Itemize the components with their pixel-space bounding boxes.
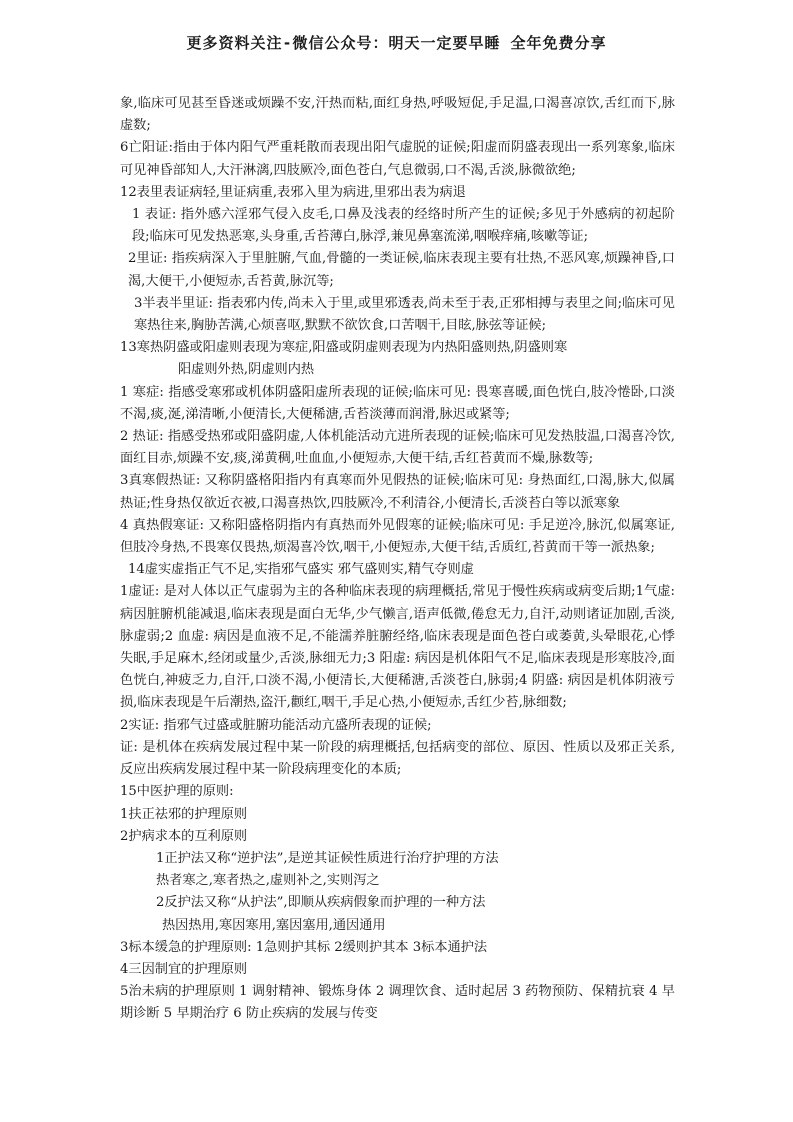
sub-item-fan-hu-fa-detail: 热因热用,寒因寒用,塞因塞用,通因通用	[162, 917, 386, 933]
paragraph-shi-zheng: 2实证: 指邪气过盛或脏腑功能活动亢盛所表现的证候;	[120, 717, 432, 733]
sub-item-fan-hu-fa: 2反护法又称“从护法”,即顺从疾病假象而护理的一种方法	[156, 895, 486, 911]
sub-item-zheng-hu-fa-detail: 热者寒之,寒者热之,虚则补之,实则泻之	[156, 873, 380, 889]
document-body	[120, 93, 675, 1026]
paragraph-zhen-han-jia-re: 3真寒假热证: 又称阴盛格阳指内有真寒而外见假热的证候;临床可见: 身热面红,口渴,脉大,似属热证;性身热仅欲近衣被,口渴喜热饮,四肢厥冷,不利清谷,小便清长,舌淡苔白等以派寒象	[120, 473, 675, 511]
list-item-hu-bing-qiu-ben: 2护病求本的互利原则	[120, 828, 248, 844]
list-item-biao-ben-huan-ji: 3标本缓急的护理原则: 1急则护其标 2缓则护其本 3标本通护法	[120, 939, 488, 955]
paragraph-re-zheng: 2 热证: 指感受热邪或阳盛阴虚,人体机能活动亢进所表现的证候;临床可见发热肢温,口渴喜冷饮,面红目赤,烦躁不安,痰,涕黄稠,吐血血,小便短赤,大便干结,舌红苔黄而不燥,脉数等;	[120, 429, 675, 467]
paragraph-wang-yang: 6亡阳证:指由于体内阳气严重耗散而表现出阳气虚脱的证候;阳虚而阴盛表现出一系列寒象,临床可见神昏部知人,大汗淋漓,四肢厥冷,面色苍白,气息微弱,口不渴,舌淡,脉微欲绝;	[120, 140, 675, 178]
heading-han-re-continued: 阳虚则外热,阴虚则内热	[178, 362, 315, 378]
paragraph-han-zheng: 1 寒症: 指感受寒邪或机体阴盛阳虚所表现的证候;临床可见: 畏寒喜暖,面色恍白,肢冷惓卧,口淡不渴,痰,涎,涕清晰,小便清长,大便稀溏,舌苔淡薄而润滑,脉迟或紧等;	[120, 384, 675, 422]
paragraph-yang-sheng-continued: 象,临床可见甚至昏迷或烦躁不安,汗热而粘,面红身热,呼吸短促,手足温,口渴喜凉饮,舌红而下,脉虚数;	[120, 96, 675, 134]
heading-biao-li: 12表里表证病轻,里证病重,表邪入里为病进,里邪出表为病退	[120, 184, 466, 200]
paragraph-xu-zheng: 1虚证: 是对人体以正气虚弱为主的各种临床表现的病理概括,常见于慢性疾病或病变后期;1气虚: 病因脏腑机能减退,临床表现是面白无华,少气懒言,语声低微,倦怠无力,自汗,动则诸证加剧,舌淡,脉虚弱;2 血虚: 病因是血液不足,不能濡养脏腑经络,临床表现是面色苍白或萎黄,头晕眼花,心悸失眠,手足麻木,经闭或量少,舌淡,脉细无力;3 阳虚: 病因是机体阳气不足,临床表现是形寒肢冷,面色恍白,神疲乏力,自汗,口淡不渴,小便清长,大便稀溏,舌淡苍白,脉弱;4 阴盛: 病因是机体阴液亏损,临床表现是午后潮热,盗汗,颧红,咽干,手足心热,小便短赤,舌红少苔,脉细数;	[120, 584, 675, 711]
paragraph-zheng-definition: 证: 是机体在疾病发展过程中某一阶段的病理概括,包括病变的部位、原因、性质以及邪正关系,反应出疾病发展过程中某一阶段病理变化的本质;	[120, 739, 675, 778]
list-item-san-yin-zhi-yi: 4三因制宜的护理原则	[120, 961, 248, 977]
heading-nursing-principles: 15中医护理的原则:	[120, 784, 234, 800]
page-header: 更多资料关注-微信公众号：明天一定要早睡 全年免费分享	[186, 34, 607, 52]
paragraph-biao-zheng: 1 表证: 指外感六淫邪气侵入皮毛,口鼻及浅表的经络时所产生的证候;多见于外感病的初起阶段;临床可见发热恶寒,头身重,舌苔薄白,脉浮,兼见鼻塞流涕,咽喉痒痛,咳嗽等证;	[132, 207, 675, 245]
paragraph-zhen-re-jia-han: 4 真热假寒证: 又称阳盛格阴指内有真热而外见假寒的证候;临床可见: 手足逆冷,脉沉,似属寒证,但肢冷身热,不畏寒仅畏热,烦渴喜冷饮,咽干,小便短赤,大便干结,舌质红,苔黄而干等一派热象;	[120, 517, 675, 556]
paragraph-li-zheng: 2里证: 指疾病深入于里脏腑,气血,骨髓的一类证候,临床表现主要有壮热,不恶风寒,烦躁神昏,口渴,大便干,小便短赤,舌苔黄,脉沉等;	[128, 251, 675, 289]
heading-han-re: 13寒热阴盛或阳虚则表现为寒症,阳盛或阴虚则表现为内热阳盛则热,阴盛则寒	[120, 340, 568, 356]
list-item-zhi-wei-bing: 5治未病的护理原则 1 调射精神、锻炼身体 2 调理饮食、适时起居 3 药物预防、保精抗衰 4 早期诊断 5 早期治疗 6 防止疾病的发展与传变	[120, 984, 675, 1022]
list-item-fu-zheng-qu-xie: 1扶正祛邪的护理原则	[120, 806, 248, 822]
sub-item-zheng-hu-fa: 1正护法又称“逆护法”,是逆其证候性质进行治疗护理的方法	[156, 850, 499, 866]
paragraph-ban-biao-ban-li: 3半表半里证: 指表邪内传,尚未入于里,或里邪透表,尚未至于表,正邪相搏与表里之间;临床可见寒热往来,胸胁苦满,心烦喜呕,默默不欲饮食,口苦咽干,目眩,脉弦等证候;	[134, 295, 675, 334]
heading-xu-shi: 14虚实虚指正气不足,实指邪气盛实 邪气盛则实,精气夺则虚	[128, 562, 474, 578]
